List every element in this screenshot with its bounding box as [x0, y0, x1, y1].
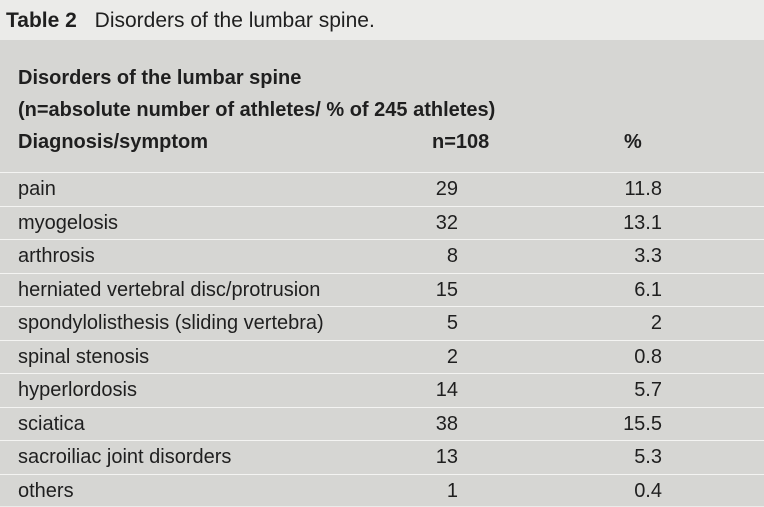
cell-n: 29: [436, 173, 458, 205]
table-row: [0, 440, 764, 474]
table-row: [0, 306, 764, 340]
cell-percent: 5.3: [634, 441, 662, 473]
cell-percent: 5.7: [634, 374, 662, 406]
table-subheading: (n=absolute number of athletes/ % of 245 athletes): [18, 94, 764, 126]
cell-percent: 6.1: [634, 274, 662, 306]
cell-n: 14: [436, 374, 458, 406]
data-table: [0, 40, 764, 506]
table-number: Table 2: [6, 9, 77, 32]
cell-diagnosis: arthrosis: [18, 240, 95, 272]
cell-diagnosis: sciatica: [18, 408, 85, 440]
cell-diagnosis: sacroiliac joint disorders: [18, 441, 231, 473]
column-header-n: n=108: [432, 126, 489, 158]
cell-n: 15: [436, 274, 458, 306]
table-row: [0, 206, 764, 240]
cell-percent: 3.3: [634, 240, 662, 272]
table-row: [0, 474, 764, 507]
cell-diagnosis: myogelosis: [18, 207, 118, 239]
table-row: [0, 239, 764, 273]
table-row: [0, 373, 764, 407]
cell-diagnosis: herniated vertebral disc/protrusion: [18, 274, 320, 306]
cell-n: 5: [447, 307, 458, 339]
cell-diagnosis: others: [18, 475, 74, 507]
cell-diagnosis: pain: [18, 173, 56, 205]
table-row: [0, 172, 764, 206]
cell-percent: 2: [651, 307, 662, 339]
column-header-percent: %: [624, 126, 642, 158]
table-body: [0, 172, 764, 507]
cell-percent: 0.4: [634, 475, 662, 507]
cell-n: 32: [436, 207, 458, 239]
cell-diagnosis: spinal stenosis: [18, 341, 149, 373]
column-header-diagnosis: Diagnosis/symptom: [18, 131, 208, 153]
cell-percent: 15.5: [623, 408, 662, 440]
table-caption: [0, 0, 764, 40]
column-headers: [18, 126, 764, 158]
cell-percent: 0.8: [634, 341, 662, 373]
cell-percent: 13.1: [623, 207, 662, 239]
table-row: [0, 340, 764, 374]
cell-n: 1: [447, 475, 458, 507]
cell-diagnosis: spondylolisthesis (sliding vertebra): [18, 307, 324, 339]
cell-n: 8: [447, 240, 458, 272]
table-header: [0, 40, 764, 158]
cell-percent: 11.8: [625, 173, 662, 205]
table-row: [0, 407, 764, 441]
cell-diagnosis: hyperlordosis: [18, 374, 137, 406]
table-row: [0, 273, 764, 307]
cell-n: 2: [447, 341, 458, 373]
cell-n: 13: [436, 441, 458, 473]
cell-n: 38: [436, 408, 458, 440]
table-title: Disorders of the lumbar spine.: [95, 9, 375, 32]
table-heading: Disorders of the lumbar spine: [18, 62, 764, 94]
